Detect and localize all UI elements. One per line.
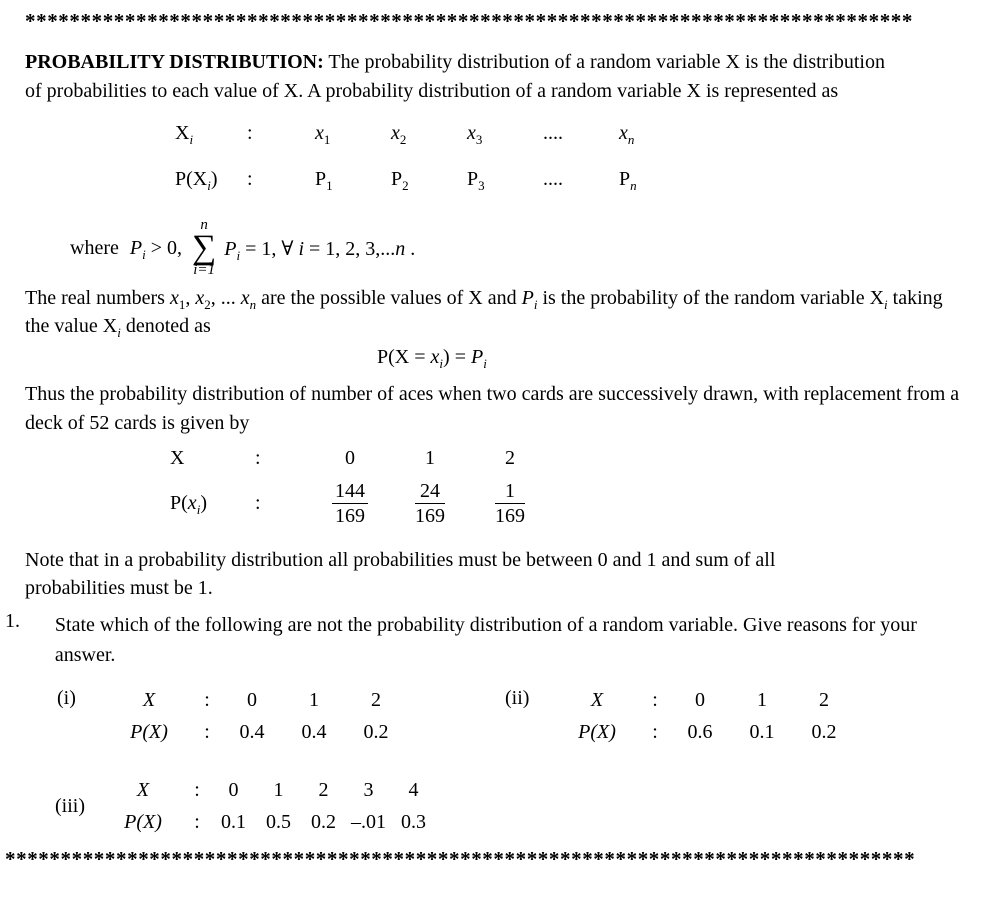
row-label: X [142, 688, 156, 711]
table-row-x [170, 444, 965, 472]
fraction-cell: $\frac{24}{169}$ [415, 479, 445, 527]
question-number: 1. [5, 610, 20, 632]
part-i [57, 684, 505, 748]
row-label: P(X) [124, 810, 162, 833]
cell-xn: $x_n$ [619, 122, 635, 147]
part-iii-table [103, 774, 436, 838]
cell-dots: .... [543, 168, 563, 190]
cell-value: 0.2 [363, 720, 389, 743]
cell-value: 0.2 [811, 720, 837, 743]
cell-value: 2 [819, 688, 829, 711]
cell-value: 0 [228, 778, 239, 801]
row-label: X [136, 778, 150, 801]
cell-value: 0 [345, 446, 355, 469]
cell-value: 1 [425, 446, 435, 469]
cell-value: 2 [318, 778, 329, 801]
fraction-cell: $\frac{144}{169}$ [310, 480, 390, 527]
table-row-x [175, 122, 965, 168]
part-label: (ii) [505, 687, 530, 709]
cell-pn: $P_n$ [619, 168, 637, 193]
summation-symbol: n ∑ i=1 [191, 216, 217, 279]
row-label: X [590, 688, 604, 711]
aces-table [170, 444, 965, 534]
cell-value: 0 [247, 688, 257, 711]
fraction-cell: $\frac{1}{169}$ [495, 479, 525, 527]
cell-value: 0.1 [221, 810, 246, 833]
colon: : [247, 122, 253, 144]
cell-value: 0.2 [311, 810, 336, 833]
real-numbers-paragraph: The real numbers $x_1$, $x_2$, ... $x_n$ are the possible values of X and $P_i$ is the probability of the random variable $X_i$ taking the value $X_i$ denoted as [25, 287, 943, 340]
table-row-p [175, 168, 965, 214]
colon: : [204, 688, 210, 711]
colon: : [255, 446, 261, 469]
top-asterisk-rule: ******************************************************************************** [25, 9, 913, 33]
intro-paragraph [25, 48, 887, 106]
section-heading: PROBABILITY DISTRIBUTION: [25, 51, 324, 73]
table-row-x [105, 684, 407, 716]
cell-x2: $x_2$ [391, 122, 407, 147]
question-text: State which of the following are not the probability distribution of a random variable. Give reasons for your answer. [54, 614, 917, 666]
intro-text: The probability distribution of a random variable X is the distribution of probabilities to each value of X. A probability distribution of a random variable X is represented as [25, 51, 885, 102]
where-label: where [70, 236, 124, 259]
cell-value: 0.4 [239, 720, 265, 743]
table-row-x [553, 684, 855, 716]
colon: : [247, 168, 253, 190]
cell-x3: $x_3$ [467, 122, 483, 147]
cell-value: 4 [408, 778, 419, 801]
cell-value: 0.1 [749, 720, 775, 743]
px-equation: $P(X = x_i) = P_i$ [377, 346, 487, 371]
table-row-p [170, 472, 965, 534]
cell-value: 1 [273, 778, 284, 801]
cell-p1: $P_1$ [315, 168, 333, 193]
cell-p2: $P_2$ [391, 168, 409, 193]
part-ii-table [553, 684, 855, 748]
row-label: P(X) [578, 720, 616, 743]
pi-term: $P_i > 0$, [129, 236, 182, 262]
table-row-p [105, 716, 407, 748]
cell-value: 0 [695, 688, 705, 711]
condition-formula [70, 216, 965, 280]
sum-body: $P_i = 1$, ∀ i = 1, 2, 3,...n . [224, 237, 416, 263]
question-1 [5, 610, 965, 670]
cell-value: 0.6 [687, 720, 713, 743]
part-ii [505, 684, 855, 748]
cell-value: 2 [371, 688, 381, 711]
colon: : [652, 720, 658, 743]
table-row-p [103, 806, 436, 838]
colon: : [255, 491, 261, 514]
table-row-x [103, 774, 436, 806]
part-iii [55, 774, 965, 838]
cell-value: 0.3 [401, 810, 426, 833]
row-label: $X_i$ [175, 122, 194, 147]
colon: : [194, 810, 200, 833]
aces-paragraph: Thus the probability distribution of number of aces when two cards are successively drawn, with replacement from a deck of 52 cards is given by [25, 383, 960, 434]
table-row-p [553, 716, 855, 748]
cell-value: 2 [505, 446, 515, 469]
cell-value: –.01 [351, 810, 386, 833]
colon: : [194, 778, 200, 801]
parts-row [25, 684, 965, 748]
note-paragraph: Note that in a probability distribution all probabilities must be between 0 and 1 and sum of all probabilities must be 1. [25, 549, 776, 599]
row-label: X [170, 446, 185, 469]
symbol-table [175, 122, 965, 214]
cell-dots: .... [543, 122, 563, 144]
colon: : [652, 688, 658, 711]
part-i-table [105, 684, 407, 748]
colon: : [204, 720, 210, 743]
row-label: $P(X_i)$ [175, 168, 218, 193]
cell-value: 0.5 [266, 810, 291, 833]
cell-value: 0.4 [301, 720, 327, 743]
cell-x1: $x_1$ [315, 122, 331, 147]
part-label: (i) [57, 687, 76, 709]
cell-p3: $P_3$ [467, 168, 485, 193]
part-label: (iii) [55, 794, 85, 817]
cell-value: 1 [757, 688, 767, 711]
row-label: $P(x_i)$ [170, 491, 207, 517]
row-label: P(X) [130, 720, 168, 743]
cell-value: 3 [363, 778, 374, 801]
bottom-asterisk-rule: ********************************************************************************** [5, 847, 916, 871]
cell-value: 1 [309, 688, 319, 711]
